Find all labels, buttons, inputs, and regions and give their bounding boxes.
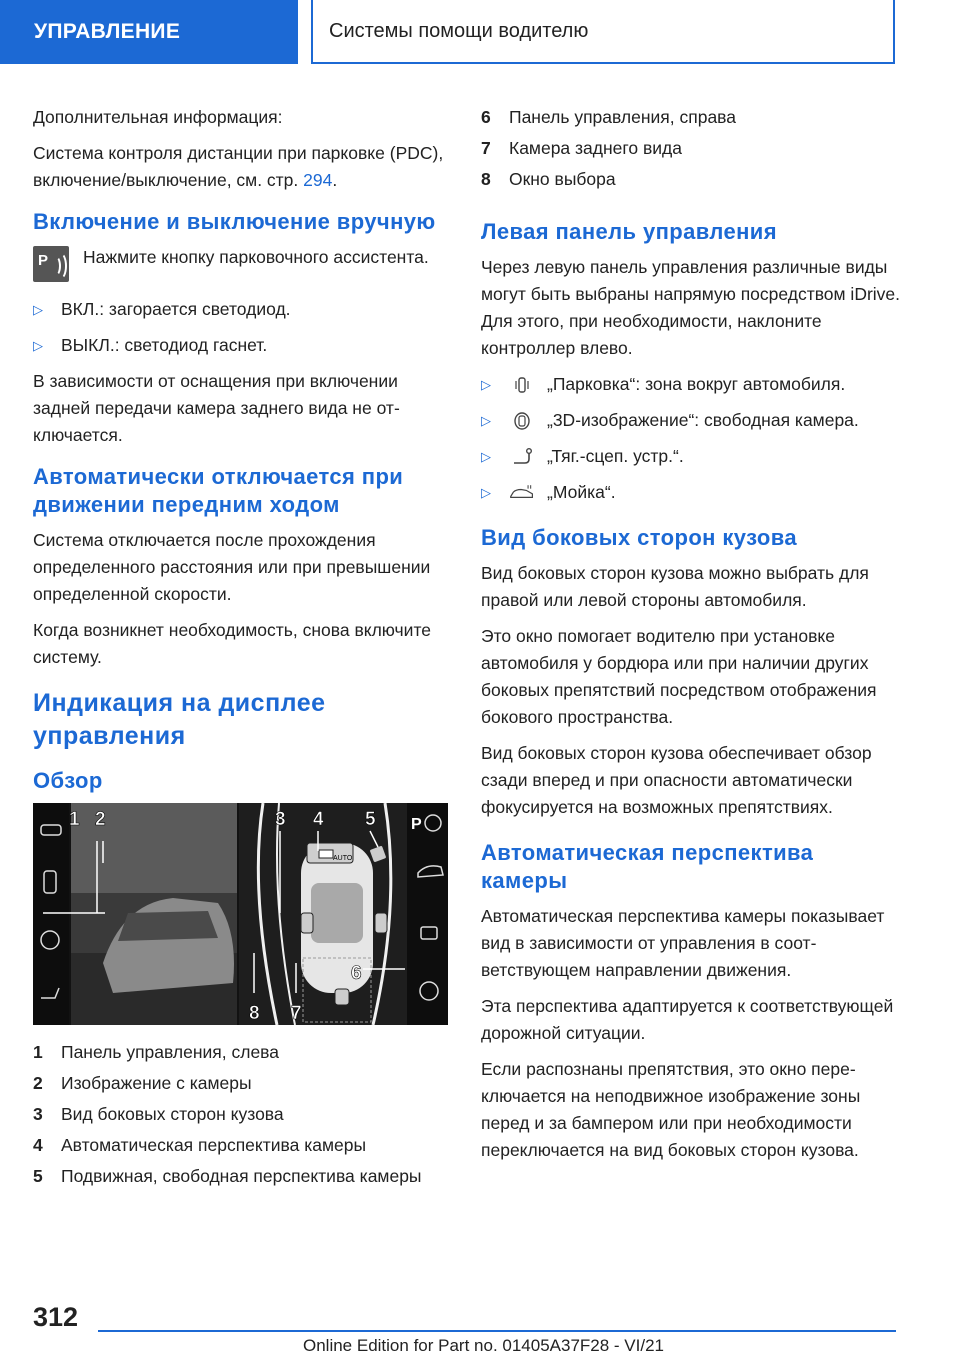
- legend-item: 4 Автоматическая перспектива камеры: [33, 1135, 367, 1155]
- parking-button-row: [33, 244, 449, 282]
- heading-left-panel: Левая панель управления: [481, 219, 777, 244]
- heading-manual: Включение и выключение вручную: [33, 209, 436, 234]
- reverse-note: В зависимости от оснащения при включении задней передачи камера заднего вида не отключается.: [33, 371, 400, 445]
- triangle-bullet-icon: ▷: [481, 377, 491, 392]
- callout-2: 2: [95, 809, 106, 830]
- auto-badge: AUTO: [333, 855, 353, 862]
- chapter-title: Системы помощи водителю: [311, 0, 895, 64]
- callout-1: 1: [69, 809, 80, 830]
- display-illustration: [33, 803, 448, 1025]
- sides-text-2: Это окно помогает водителю при установке автомобиля у бордюра или при наличии других боковых препятствий посредством отображения бокового пространства.: [481, 626, 877, 727]
- callout-4: 4: [313, 809, 324, 830]
- triangle-bullet-icon: ▷: [481, 413, 491, 428]
- list-item: ▷ „Тяг.-сцеп. устр.“.: [481, 443, 901, 470]
- press-instruction: Нажмите кнопку парковочного ассистента.: [83, 247, 429, 267]
- callout-7: 7: [291, 1003, 302, 1024]
- auto-off-text-1: Система отключается после прохождения определенного расстояния или при превышении определенной скорости.: [33, 530, 431, 604]
- triangle-bullet-icon: ▷: [33, 302, 43, 317]
- edition-note: Online Edition for Part no. 01405A37F28 - VI/21: [303, 1336, 665, 1355]
- page-number: 312: [33, 1302, 79, 1332]
- callout-6: 6: [351, 963, 362, 984]
- parking-view-icon: [509, 374, 535, 396]
- footer-divider: [98, 1330, 896, 1332]
- additional-info-text: Система контроля дистанции при парковке (PDC), включение/выключение, см. стр. 294.: [33, 143, 444, 190]
- callout-3: 3: [275, 809, 286, 830]
- list-item: ▷ „Парковка“: зона вокруг автомобиля.: [481, 371, 901, 398]
- control-display-figure: [33, 803, 448, 1025]
- additional-info-label: Дополнительная информация:: [33, 107, 283, 127]
- heading-sides: Вид боковых сторон кузова: [481, 525, 798, 550]
- legend-list-left: [33, 1039, 449, 1189]
- list-item: ▷ „Мойка“.: [481, 479, 901, 506]
- park-assist-button-icon: P: [33, 246, 69, 282]
- triangle-bullet-icon: ▷: [481, 449, 491, 464]
- legend-item: 3 Вид боковых сторон кузова: [33, 1104, 284, 1124]
- left-panel-text: Через левую панель управления различные виды могут быть выбраны напрямую посредством iDrive. Для этого, при необходимости, наклоните контроллер влево.: [481, 257, 901, 358]
- perspective-text-3: Если распознаны препятствия, это окно переключается на неподвижное изображение зоны перед и за бампером или при необходимости переключается на вид боковых сторон кузова.: [481, 1059, 861, 1160]
- view-options-list: [481, 371, 901, 506]
- legend-list-right: [481, 104, 901, 192]
- legend-item: 2 Изображение с камеры: [33, 1073, 252, 1093]
- left-column: [33, 104, 449, 1194]
- section-tab: УПРАВЛЕНИЕ: [0, 0, 298, 64]
- perspective-text-1: Автоматическая перспектива камеры показывает вид в зависимости от управления в соответствующем направлении движения.: [481, 906, 885, 980]
- list-item: ▷ ВЫКЛ.: светодиод гаснет.: [33, 332, 449, 359]
- legend-item: 7 Камера заднего вида: [481, 138, 682, 158]
- heading-overview: Обзор: [33, 768, 103, 793]
- on-off-list: [33, 296, 449, 359]
- list-item: ▷ „3D-изображение“: свободная камера.: [481, 407, 901, 434]
- trailer-hitch-icon: [509, 446, 535, 468]
- perspective-text-2: Эта перспектива адаптируется к соответствующей дорожной ситуации.: [481, 996, 894, 1043]
- auto-off-text-2: Когда возникнет необходимость, снова включите систему.: [33, 620, 431, 667]
- legend-item: 5 Подвижная, свободная перспектива камеры: [33, 1166, 422, 1186]
- page-header: [0, 0, 960, 66]
- 3d-view-icon: [509, 410, 535, 432]
- right-column: [481, 104, 901, 1173]
- car-wash-icon: [509, 482, 535, 504]
- legend-item: 6 Панель управления, справа: [481, 107, 737, 127]
- triangle-bullet-icon: ▷: [481, 485, 491, 500]
- page-link[interactable]: 294: [303, 170, 333, 190]
- legend-item: 8 Окно выбора: [481, 169, 616, 189]
- heading-auto-off: Автоматически отключается при движении передним ходом: [33, 464, 404, 517]
- p-label: P: [411, 816, 422, 833]
- heading-display: Индикация на дисплее управления: [33, 689, 326, 750]
- triangle-bullet-icon: ▷: [33, 338, 43, 353]
- sides-text-1: Вид боковых сторон кузова можно выбрать для правой или левой стороны автомобиля.: [481, 563, 869, 610]
- legend-item: 1 Панель управления, слева: [33, 1042, 280, 1062]
- callout-5: 5: [365, 809, 376, 830]
- list-item: ▷ ВКЛ.: загорается светодиод.: [33, 296, 449, 323]
- heading-auto-perspective: Автоматическая перспектива камеры: [481, 840, 814, 893]
- sides-text-3: Вид боковых сторон кузова обеспечивает обзор сзади вперед и при опасности автоматически фокусируется на возможных препятствиях.: [481, 743, 872, 817]
- callout-8: 8: [249, 1003, 260, 1024]
